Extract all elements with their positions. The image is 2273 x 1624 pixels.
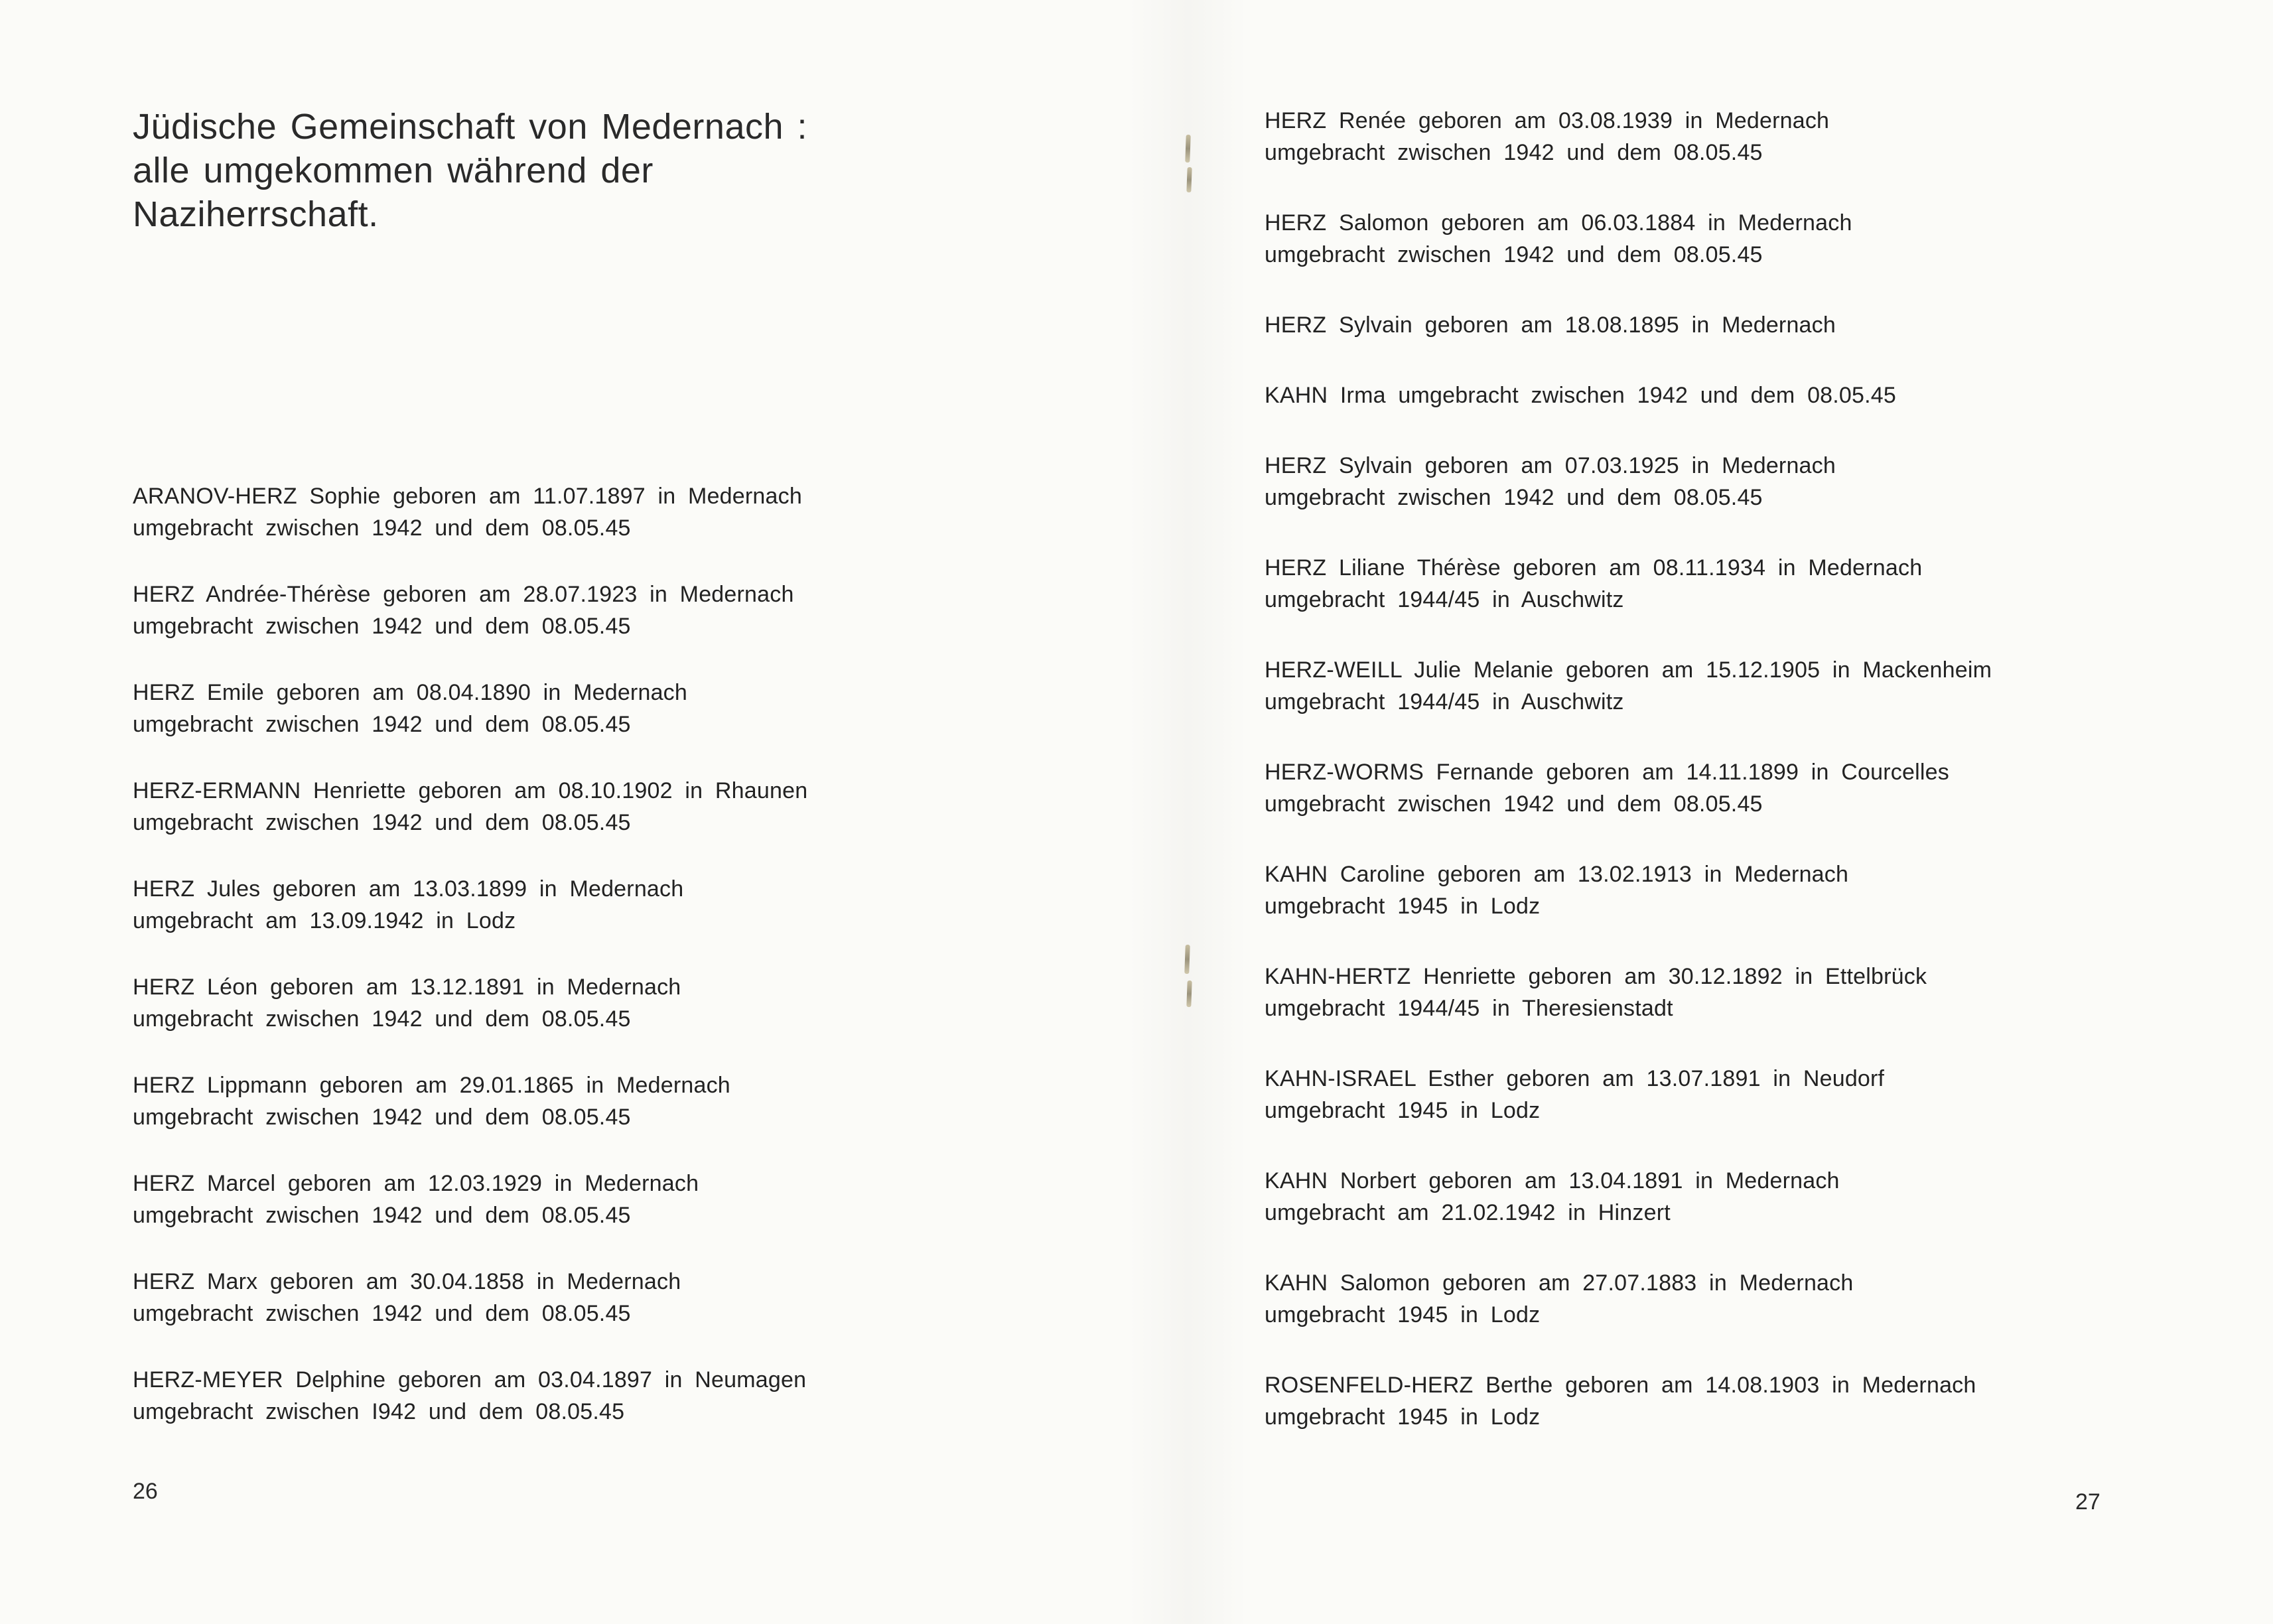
memorial-entry bbox=[133, 578, 1115, 642]
entry-line1: HERZ Marcel geboren am 12.03.1929 in Medernach bbox=[133, 1171, 699, 1196]
entry-line2: umgebracht zwischen 1942 und dem 08.05.45 bbox=[133, 1006, 631, 1032]
entry-line1: HERZ Renée geboren am 03.08.1939 in Medernach bbox=[1265, 108, 1830, 133]
memorial-entry bbox=[1265, 105, 2240, 169]
entry-line1: HERZ Lippmann geboren am 29.01.1865 in Medernach bbox=[133, 1073, 730, 1098]
memorial-entry bbox=[1265, 450, 2240, 513]
memorial-entry bbox=[1265, 207, 2240, 271]
memorial-entry bbox=[1265, 309, 2240, 341]
binding-mark bbox=[1184, 945, 1190, 974]
entry-line2: umgebracht 1944/45 in Auschwitz bbox=[1265, 587, 1624, 612]
entry-line1: KAHN Caroline geboren am 13.02.1913 in Medernach bbox=[1265, 862, 1849, 887]
entry-line1: KAHN-HERTZ Henriette geboren am 30.12.1892 in Ettelbrück bbox=[1265, 964, 1927, 989]
entry-line1: HERZ Jules geboren am 13.03.1899 in Medernach bbox=[133, 876, 684, 902]
entry-line1: HERZ Emile geboren am 08.04.1890 in Medernach bbox=[133, 680, 687, 705]
entry-line2: umgebracht zwischen 1942 und dem 08.05.45 bbox=[1265, 242, 1763, 267]
memorial-entry bbox=[1265, 1267, 2240, 1331]
entry-line1: HERZ-WEILL Julie Melanie geboren am 15.12.1905 in Mackenheim bbox=[1265, 657, 1992, 683]
entry-line2: umgebracht zwischen 1942 und dem 08.05.45 bbox=[1265, 485, 1763, 510]
memorial-entry bbox=[133, 971, 1115, 1035]
entry-line2: umgebracht zwischen 1942 und dem 08.05.45 bbox=[133, 810, 631, 835]
memorial-entry bbox=[1265, 756, 2240, 820]
entry-line1: HERZ Salomon geboren am 06.03.1884 in Medernach bbox=[1265, 210, 1852, 236]
entry-line2: umgebracht zwischen 1942 und dem 08.05.45 bbox=[133, 515, 631, 541]
entry-line2: umgebracht 1945 in Lodz bbox=[1265, 1098, 1541, 1123]
binding-mark bbox=[1186, 167, 1192, 192]
entry-line1: HERZ Sylvain geboren am 18.08.1895 in Medernach bbox=[1265, 312, 1836, 338]
entry-line2: umgebracht 1945 in Lodz bbox=[1265, 894, 1541, 919]
memorial-entry bbox=[133, 1364, 1115, 1428]
binding-mark bbox=[1185, 135, 1190, 163]
binding-mark bbox=[1186, 981, 1192, 1007]
entry-line1: KAHN Salomon geboren am 27.07.1883 in Medernach bbox=[1265, 1270, 1854, 1296]
memorial-entry bbox=[1265, 1063, 2240, 1126]
entry-line1: KAHN Irma umgebracht zwischen 1942 und dem 08.05.45 bbox=[1265, 383, 1897, 408]
entry-line1: HERZ-WORMS Fernande geboren am 14.11.1899 in Courcelles bbox=[1265, 760, 1949, 785]
page-number-left: 26 bbox=[133, 1479, 158, 1504]
title-line-2: alle umgekommen während der bbox=[133, 151, 654, 190]
entry-line1: ROSENFELD-HERZ Berthe geboren am 14.08.1903 in Medernach bbox=[1265, 1373, 1976, 1398]
memorial-entry bbox=[1265, 654, 2240, 718]
entry-line2: umgebracht zwischen I942 und dem 08.05.45 bbox=[133, 1399, 625, 1424]
entry-line1: KAHN Norbert geboren am 13.04.1891 in Medernach bbox=[1265, 1168, 1840, 1193]
entry-line2: umgebracht zwischen 1942 und dem 08.05.45 bbox=[133, 1301, 631, 1326]
memorial-entry bbox=[1265, 858, 2240, 922]
memorial-list-right bbox=[1265, 105, 2240, 1471]
title-line-1: Jüdische Gemeinschaft von Medernach : bbox=[133, 107, 808, 147]
memorial-entry bbox=[1265, 1165, 2240, 1229]
memorial-entry bbox=[1265, 379, 2240, 411]
entry-line1: HERZ Andrée-Thérèse geboren am 28.07.1923 in Medernach bbox=[133, 582, 794, 607]
memorial-entry bbox=[1265, 1369, 2240, 1433]
entry-line2: umgebracht zwischen 1942 und dem 08.05.45 bbox=[1265, 140, 1763, 165]
entry-line2: umgebracht zwischen 1942 und dem 08.05.45 bbox=[133, 614, 631, 639]
memorial-entry bbox=[1265, 552, 2240, 616]
document-title bbox=[133, 105, 807, 236]
entry-line2: umgebracht 1945 in Lodz bbox=[1265, 1404, 1541, 1430]
memorial-entry bbox=[133, 1168, 1115, 1231]
entry-line1: HERZ Liliane Thérèse geboren am 08.11.1934 in Medernach bbox=[1265, 555, 1923, 580]
page-gutter-shadow bbox=[1128, 0, 1247, 1624]
memorial-entry bbox=[1265, 961, 2240, 1024]
entry-line1: KAHN-ISRAEL Esther geboren am 13.07.1891 in Neudorf bbox=[1265, 1066, 1885, 1091]
memorial-entry bbox=[133, 1266, 1115, 1329]
memorial-entry bbox=[133, 873, 1115, 937]
entry-line2: umgebracht am 21.02.1942 in Hinzert bbox=[1265, 1200, 1671, 1225]
title-line-3: Naziherrschaft. bbox=[133, 194, 379, 234]
entry-line2: umgebracht am 13.09.1942 in Lodz bbox=[133, 908, 516, 933]
entry-line1: ARANOV-HERZ Sophie geboren am 11.07.1897 in Medernach bbox=[133, 484, 802, 509]
memorial-entry bbox=[133, 480, 1115, 544]
entry-line1: HERZ Léon geboren am 13.12.1891 in Medernach bbox=[133, 975, 681, 1000]
entry-line2: umgebracht zwischen 1942 und dem 08.05.45 bbox=[133, 1105, 631, 1130]
entry-line2: umgebracht zwischen 1942 und dem 08.05.45 bbox=[1265, 791, 1763, 817]
entry-line1: HERZ Sylvain geboren am 07.03.1925 in Medernach bbox=[1265, 453, 1836, 478]
entry-line1: HERZ-ERMANN Henriette geboren am 08.10.1902 in Rhaunen bbox=[133, 778, 808, 803]
entry-line2: umgebracht 1945 in Lodz bbox=[1265, 1302, 1541, 1327]
page-number-right: 27 bbox=[2075, 1489, 2101, 1515]
memorial-list-left bbox=[133, 480, 1115, 1462]
entry-line1: HERZ-MEYER Delphine geboren am 03.04.1897 in Neumagen bbox=[133, 1367, 807, 1392]
entry-line1: HERZ Marx geboren am 30.04.1858 in Medernach bbox=[133, 1269, 681, 1294]
memorial-entry bbox=[133, 677, 1115, 740]
entry-line2: umgebracht zwischen 1942 und dem 08.05.45 bbox=[133, 1203, 631, 1228]
memorial-entry bbox=[133, 1069, 1115, 1133]
entry-line2: umgebracht 1944/45 in Theresienstadt bbox=[1265, 996, 1673, 1021]
entry-line2: umgebracht zwischen 1942 und dem 08.05.45 bbox=[133, 712, 631, 737]
entry-line2: umgebracht 1944/45 in Auschwitz bbox=[1265, 689, 1624, 714]
memorial-entry bbox=[133, 775, 1115, 839]
